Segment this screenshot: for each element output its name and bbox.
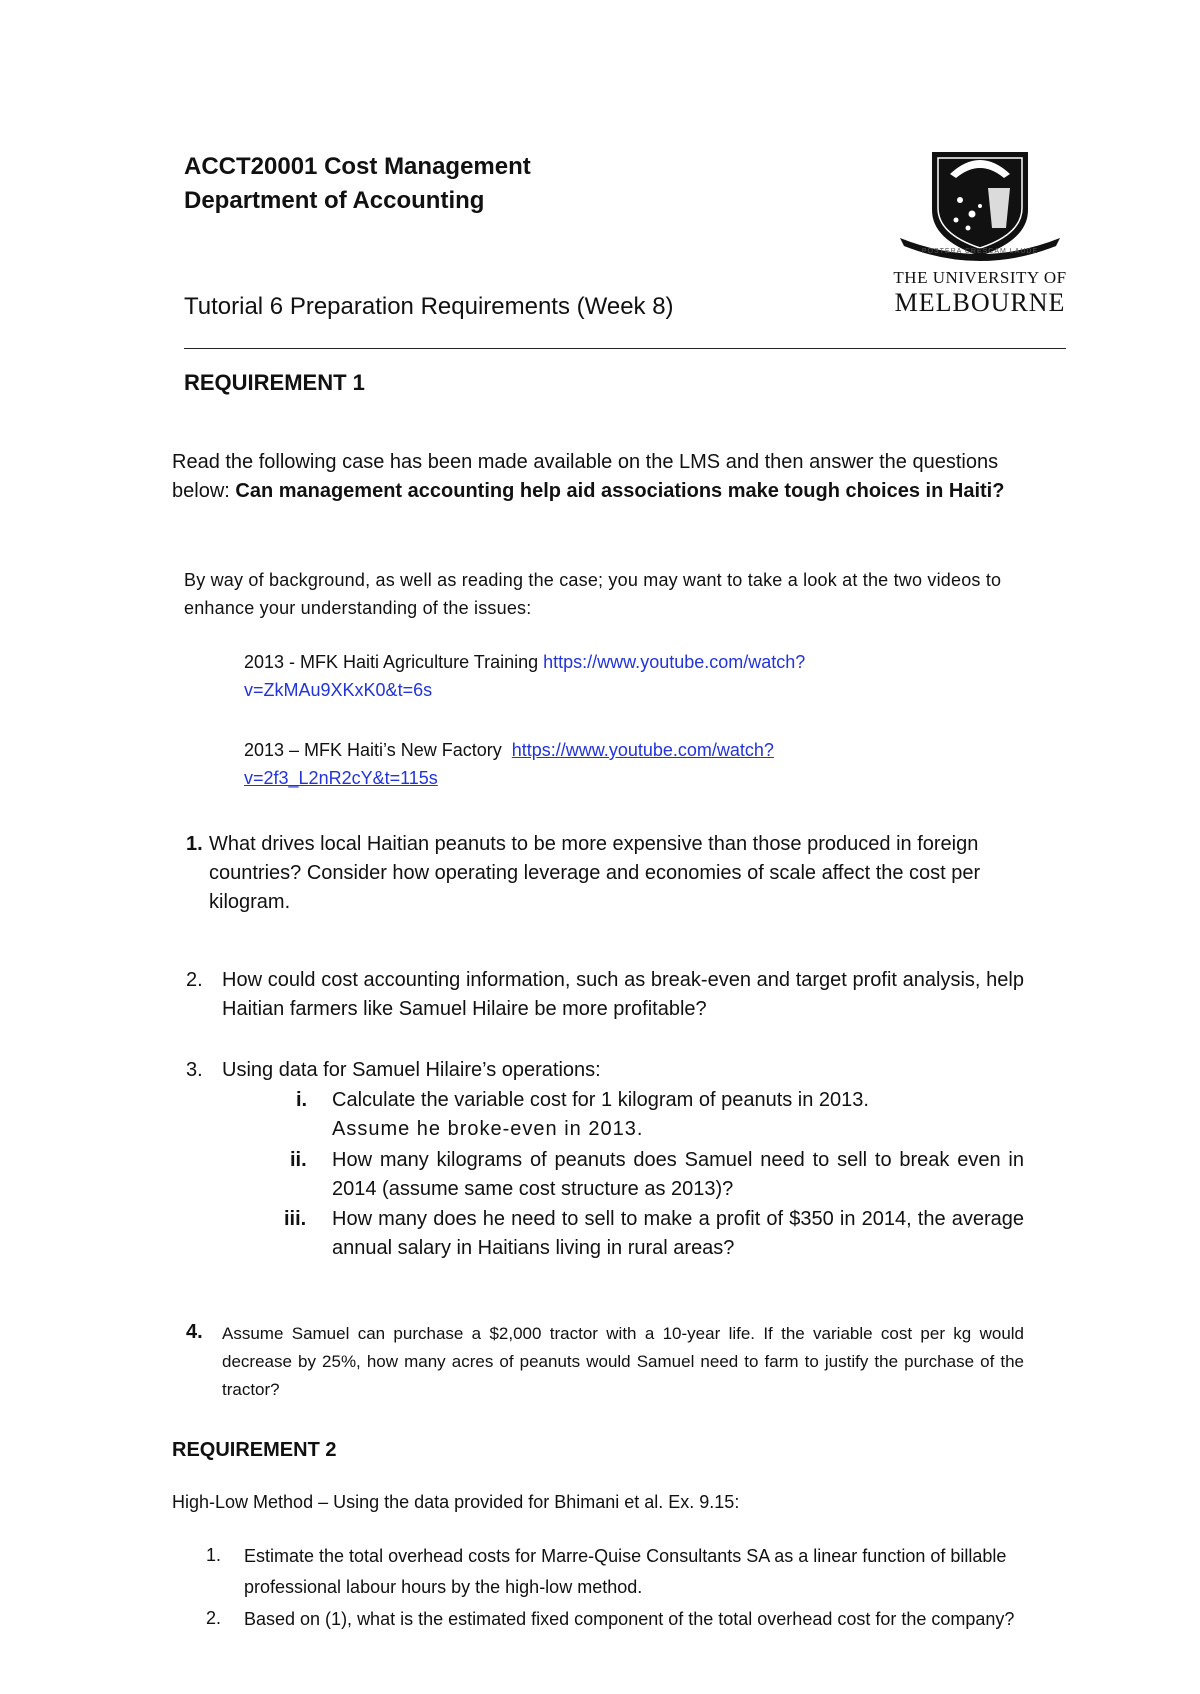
q4-text: Assume Samuel can purchase a $2,000 tractor with a 10-year life. If the variable cost per kg would decrease by 25%, how many acres of peanuts would Samuel need to farm to justify the purchase of the tractor? — [222, 1324, 1024, 1399]
q3-i-number: i. — [296, 1089, 308, 1111]
requirement-1-intro — [172, 448, 1044, 506]
q4-number: 4. — [186, 1321, 203, 1343]
req2-q1-number: 1. — [206, 1545, 222, 1565]
q3-ii-number: ii. — [290, 1149, 307, 1171]
requirement-2-heading: REQUIREMENT 2 — [172, 1439, 337, 1461]
university-crest-icon — [880, 148, 1080, 263]
case-title: Can management accounting help aid associations make tough choices in Haiti? — [235, 480, 1005, 502]
logo-text-line2: MELBOURNE — [894, 288, 1066, 317]
university-logo — [880, 148, 1080, 323]
intro-text: Read the following case has been made available on the LMS and then answer the questions below: — [172, 451, 999, 502]
video-2-link-a: https://www.youtube.com/watch? — [511, 740, 774, 760]
department-title: Department of Accounting — [184, 187, 485, 214]
video-2-label: 2013 – MFK Haiti’s New Factory — [244, 740, 502, 760]
requirement-2-intro: High-Low Method – Using the data provided for Bhimani et al. Ex. 9.15: — [172, 1492, 740, 1512]
req2-q2-text: Based on (1), what is the estimated fixed component of the total overhead cost for the company? — [244, 1609, 1015, 1629]
document-subtitle: Tutorial 6 Preparation Requirements (Week 8) — [184, 293, 674, 320]
req2-q1-text: Estimate the total overhead costs for Marre-Quise Consultants SA as a linear function of billable professional labour hours by the high-low method. — [244, 1546, 1007, 1597]
q1-text: What drives local Haitian peanuts to be more expensive than those produced in foreign countries? Consider how operating leverage and economies of scale affect the cost per kilogram. — [209, 833, 981, 913]
background-paragraph: By way of background, as well as reading the case; you may want to take a look at the two videos to enhance your understanding of the issues: — [184, 570, 1002, 618]
q2-text: How could cost accounting information, such as break-even and target profit analysis, help Haitian farmers like Samuel Hilaire be more profitable? — [222, 969, 1024, 1020]
q1-number: 1. — [186, 833, 203, 855]
q3-number: 3. — [186, 1059, 203, 1081]
q3-i-text-a: Calculate the variable cost for 1 kilogram of peanuts in 2013. — [332, 1089, 869, 1111]
q3-iii-text: How many does he need to sell to make a profit of $350 in 2014, the average annual salary in Haitians living in rural areas? — [332, 1208, 1024, 1259]
req2-q2-number: 2. — [206, 1608, 222, 1628]
logo-text-line1: THE UNIVERSITY OF — [893, 268, 1067, 287]
q3-text: Using data for Samuel Hilaire’s operations: — [222, 1059, 601, 1081]
q3-ii-text: How many kilograms of peanuts does Samuel need to sell to break even in 2014 (assume same cost structure as 2013)? — [332, 1149, 1024, 1200]
requirement-1-heading: REQUIREMENT 1 — [184, 370, 365, 395]
video-2 — [244, 736, 1004, 792]
video-1-label: 2013 - MFK Haiti Agriculture Training — [244, 652, 539, 672]
crest-motto: POSTERA CRESCAM LAUDE — [921, 248, 1039, 255]
q3-iii-number: iii. — [284, 1208, 307, 1230]
video-1-link-b: v=ZkMAu9XKxK0&t=6s — [244, 680, 433, 700]
q2-number: 2. — [186, 969, 203, 991]
q3-i-text-b: Assume he broke-even in 2013. — [332, 1118, 644, 1140]
video-2-link-b: v=2f3_L2nR2cY&t=115s — [244, 768, 438, 788]
video-1 — [244, 648, 1004, 704]
video-1-link-a: https://www.youtube.com/watch? — [543, 652, 806, 672]
header-divider — [184, 348, 1066, 349]
course-title: ACCT20001 Cost Management — [184, 153, 531, 180]
